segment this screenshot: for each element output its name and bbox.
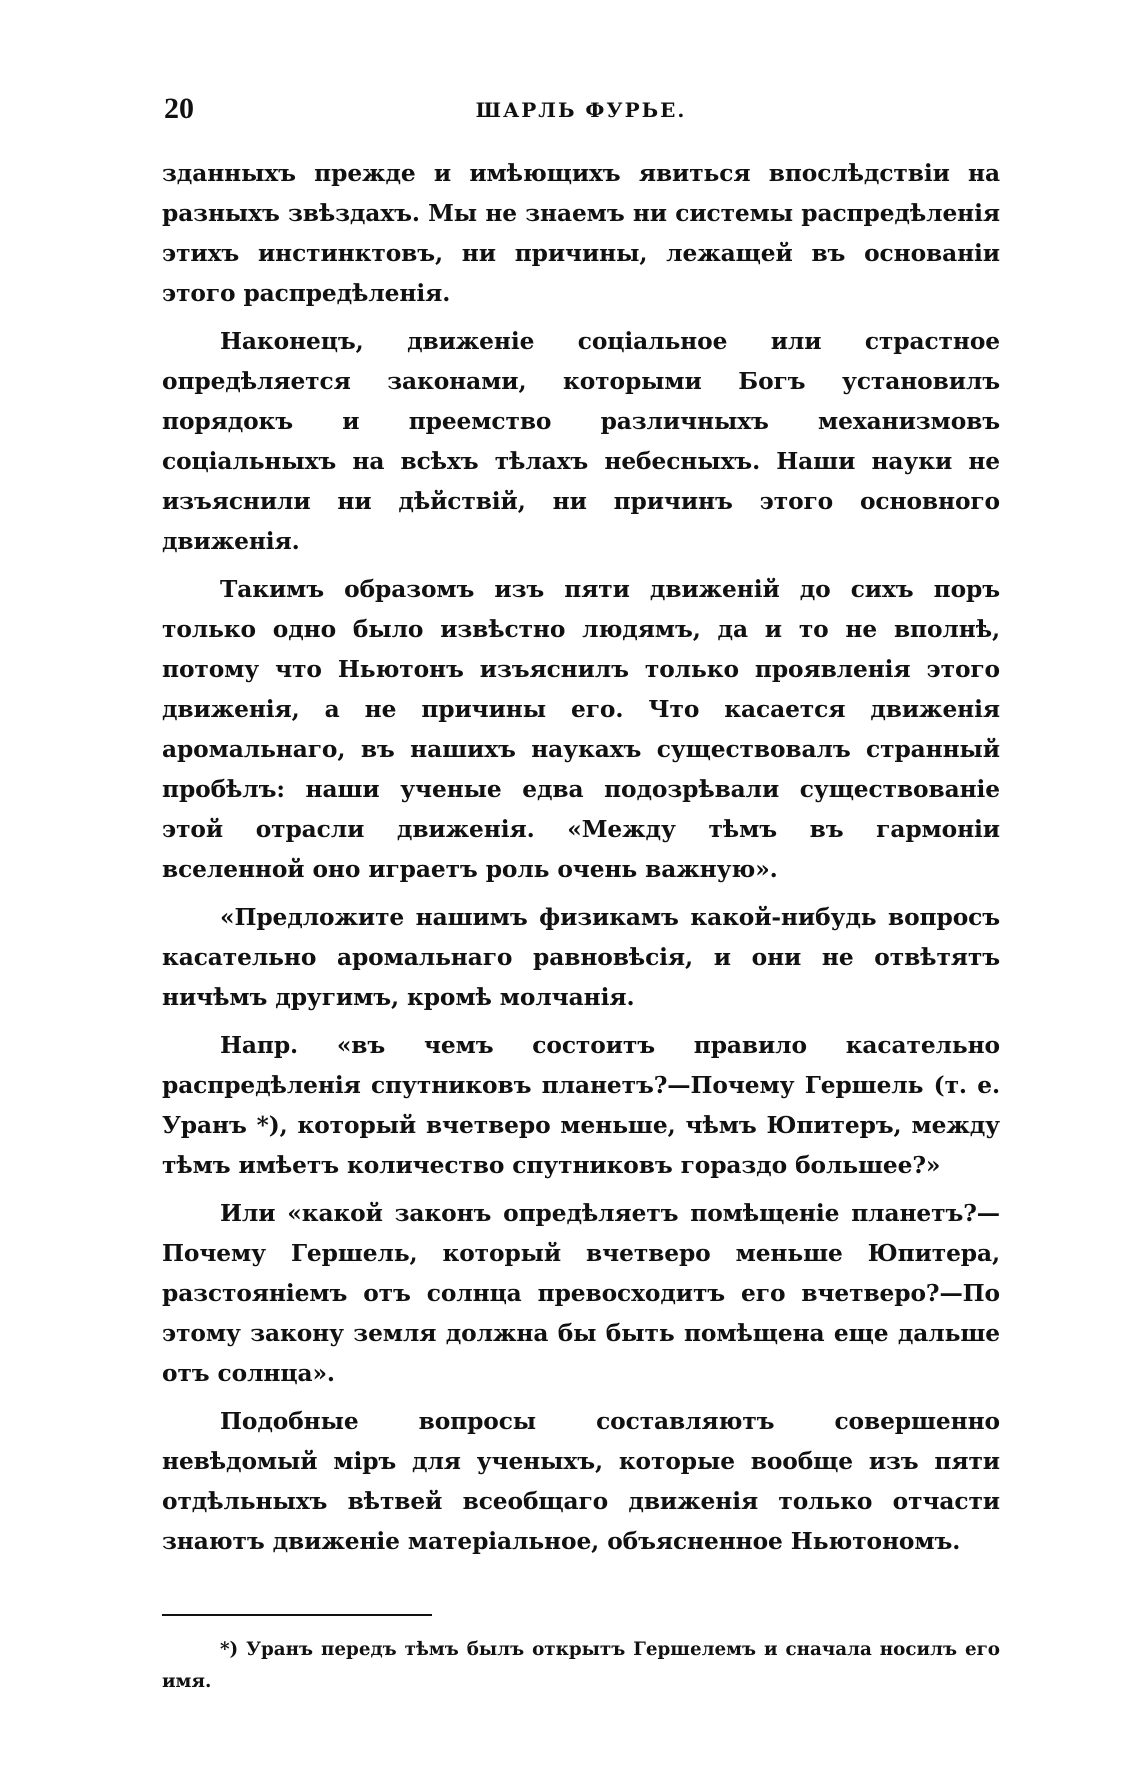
paragraph: Такимъ образомъ изъ пяти движеній до сихъ поръ только одно было извѣстно людямъ, да и то не вполнѣ, потому что Ньютонъ изъяснилъ только проявленія этого движенія, а не причины его. Что касается движенія аромальнаго, въ нашихъ наукахъ существовалъ странный пробѣлъ: наши ученые едва подозрѣвали существованіе этой отрасли движенія. «Между тѣмъ въ гармоніи вселенной оно играетъ роль очень важную». [162, 576, 1000, 883]
paragraph: Наконецъ, движеніе соціальное или страстное опредѣляется законами, которыми Богъ установилъ порядокъ и преемство различныхъ механизмовъ соціальныхъ на всѣхъ тѣлахъ небесныхъ. Наши науки не изъяснили ни дѣйствій, ни причинъ этого основного движенія. [162, 328, 1000, 555]
running-title: ШАРЛЬ ФУРЬЕ. [475, 98, 687, 122]
paragraph: «Предложите нашимъ физикамъ какой-нибудь вопросъ касательно аромальнаго равновѣсія, и они не отвѣтятъ ничѣмъ другимъ, кромѣ молчанія. [162, 904, 1000, 1011]
page-header [162, 80, 1000, 140]
paragraph: Подобные вопросы составляютъ совершенно невѣдомый міръ для ученыхъ, которые вообще изъ пяти отдѣльныхъ вѣтвей всеобщаго движенія только отчасти знаютъ движеніе матеріальное, объясненное Ньютономъ. [162, 1408, 1000, 1555]
body-text [162, 154, 1000, 1562]
footnote: *) Уранъ передъ тѣмъ былъ открытъ Гершелемъ и сначала носилъ его имя. [162, 1639, 1000, 1692]
footnote-divider [162, 1614, 432, 1616]
paragraph: Напр. «въ чемъ состоитъ правило касательно распредѣленія спутниковъ планетъ?—Почему Гершель (т. е. Уранъ *), который вчетверо меньше, чѣмъ Юпитеръ, между тѣмъ имѣетъ количество спутниковъ гораздо большее?» [162, 1032, 1000, 1179]
page-number: 20 [164, 92, 194, 125]
book-page [162, 80, 1000, 1720]
paragraph: зданныхъ прежде и имѣющихъ явиться впослѣдствіи на разныхъ звѣздахъ. Мы не знаемъ ни системы распредѣленія этихъ инстинктовъ, ни причины, лежащей въ основаніи этого распредѣленія. [162, 160, 1000, 307]
paragraph: Или «какой законъ опредѣляетъ помѣщеніе планетъ?—Почему Гершель, который вчетверо меньше Юпитера, разстояніемъ отъ солнца превосходитъ его вчетверо?—По этому закону земля должна бы быть помѣщена еще дальше отъ солнца». [162, 1200, 1000, 1387]
